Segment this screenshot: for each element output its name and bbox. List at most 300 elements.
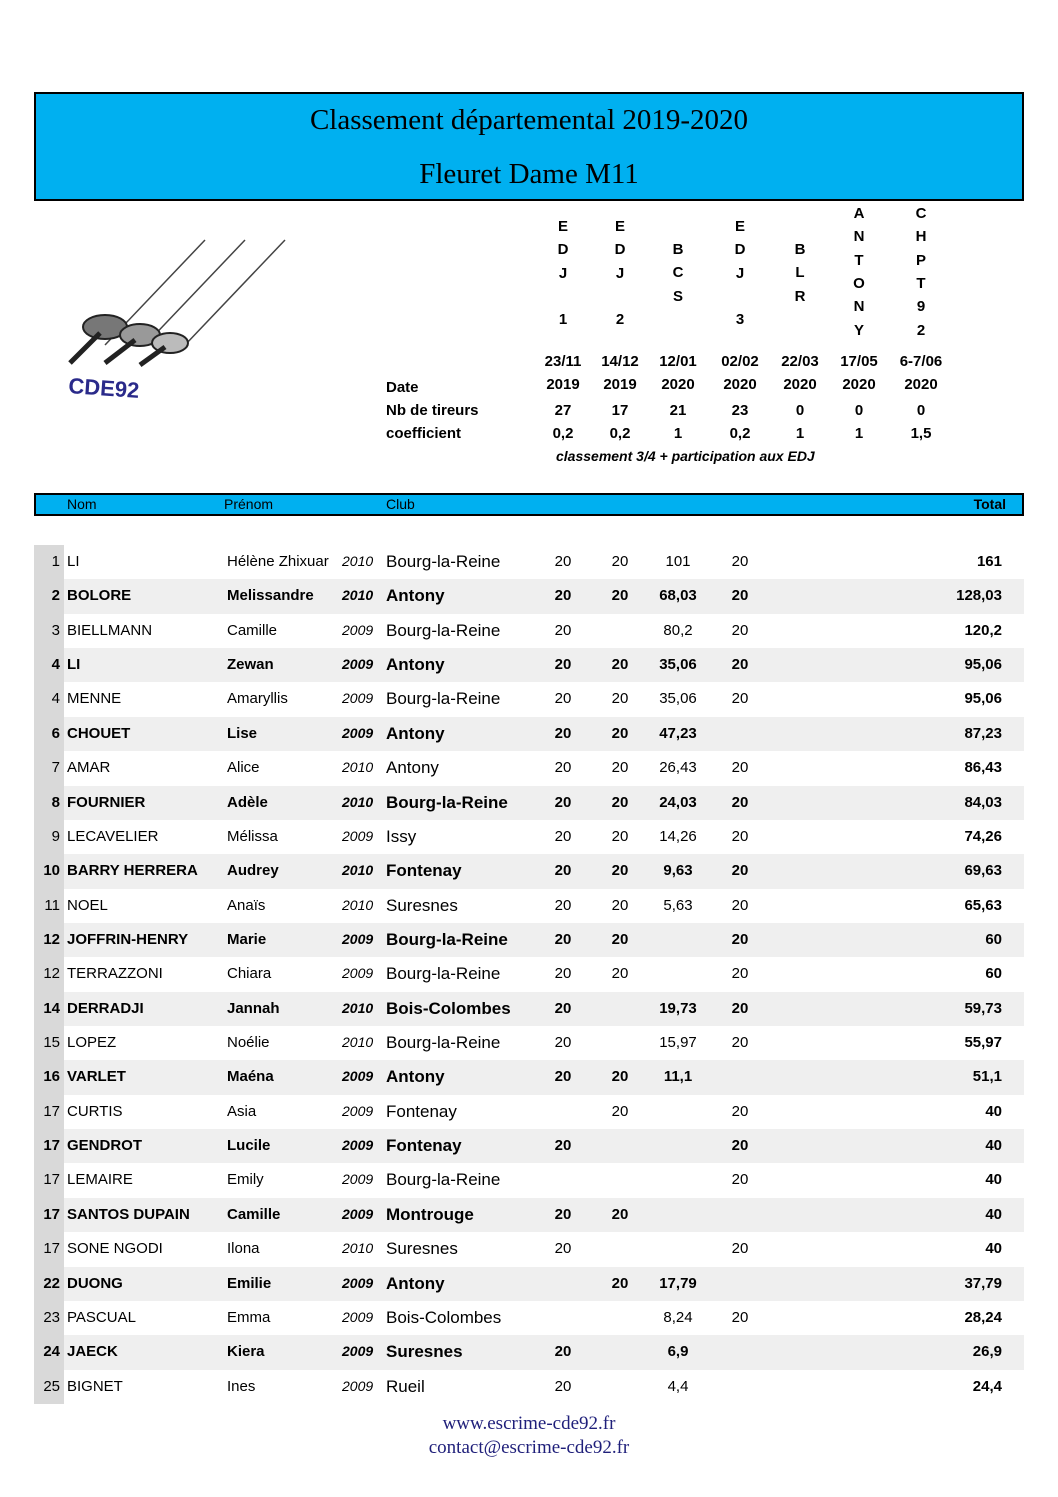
- score-cell: 68,03: [659, 587, 697, 605]
- competition-name-letter: S: [672, 287, 683, 305]
- total-cell: 37,79: [964, 1274, 1002, 1292]
- total-cell: 65,63: [964, 896, 1002, 914]
- competition-nb: 0: [916, 402, 926, 419]
- table-row: [34, 854, 1024, 888]
- score-cell: 20: [554, 999, 572, 1017]
- nom-cell: LI: [67, 656, 81, 674]
- rank-cell: 1: [34, 545, 64, 579]
- score-cell: 80,2: [663, 621, 693, 639]
- prenom-cell: Camille: [227, 1205, 281, 1223]
- rank-cell: 11: [34, 889, 64, 923]
- year-cell: 2010: [342, 862, 374, 879]
- competition-nb: 0: [795, 402, 805, 419]
- nom-cell: LI: [67, 553, 80, 570]
- score-cell: 20: [554, 1205, 572, 1223]
- table-row: [34, 1095, 1024, 1129]
- score-cell: 20: [731, 553, 749, 570]
- total-cell: 60: [985, 965, 1002, 983]
- year-cell: 2009: [342, 827, 374, 844]
- nom-cell: LECAVELIER: [67, 827, 159, 845]
- competition-name-letter: R: [794, 287, 806, 305]
- competition-date2: 2020: [842, 376, 876, 393]
- year-cell: 2009: [342, 1308, 374, 1325]
- table-row: [34, 717, 1024, 751]
- prenom-cell: Chiara: [227, 965, 272, 983]
- score-cell: 35,06: [659, 690, 697, 708]
- competition-name-letter: B: [672, 241, 684, 258]
- competition-name-letter: P: [915, 251, 926, 269]
- rank-cell: 3: [34, 614, 64, 648]
- score-cell: 19,73: [659, 999, 697, 1017]
- club-cell: Fontenay: [386, 1136, 462, 1156]
- competition-nb: 23: [731, 402, 749, 419]
- competition-date1: 17/05: [840, 353, 878, 370]
- table-row: [34, 1335, 1024, 1369]
- nom-cell: BIGNET: [67, 1377, 123, 1395]
- rank-cell: 17: [34, 1198, 64, 1232]
- competition-name-letter: B: [794, 241, 806, 258]
- nom-cell: JOFFRIN-HENRY: [67, 930, 189, 948]
- competition-date2: 2020: [783, 376, 817, 393]
- table-row: [34, 820, 1024, 854]
- rank-cell: 17: [34, 1163, 64, 1197]
- table-row: [34, 1232, 1024, 1266]
- nom-cell: VARLET: [67, 1068, 126, 1086]
- year-cell: 2009: [342, 1068, 374, 1085]
- prenom-cell: Audrey: [227, 862, 279, 880]
- nom-cell: GENDROT: [67, 1137, 142, 1155]
- competition-name-letter: 2: [916, 321, 926, 339]
- club-cell: Bois-Colombes: [386, 1307, 502, 1327]
- table-header: [34, 493, 1024, 516]
- table-row: [34, 614, 1024, 648]
- prenom-cell: Lucile: [227, 1137, 271, 1155]
- competition-date1: 02/02: [721, 353, 759, 370]
- total-cell: 59,73: [964, 999, 1002, 1017]
- competition-name-letter: J: [615, 264, 625, 282]
- score-cell: 35,06: [659, 656, 697, 674]
- table-row: [34, 1198, 1024, 1232]
- nom-cell: TERRAZZONI: [67, 965, 163, 983]
- competition-name-letter: E: [734, 218, 745, 235]
- score-cell: 20: [554, 793, 572, 811]
- score-cell: 11,1: [663, 1068, 693, 1086]
- competition-name-letter: D: [557, 241, 569, 259]
- competition-coef: 0,2: [552, 425, 574, 442]
- total-cell: 24,4: [972, 1377, 1002, 1395]
- rank-cell: 7: [34, 751, 64, 785]
- rank-cell: 12: [34, 957, 64, 991]
- nom-cell: AMAR: [67, 759, 111, 777]
- competition-name-letter: E: [557, 218, 568, 235]
- total-cell: 40: [985, 1205, 1002, 1223]
- year-cell: 2009: [342, 1171, 374, 1188]
- score-cell: 20: [731, 621, 749, 639]
- prenom-cell: Emma: [227, 1308, 271, 1326]
- nom-cell: SANTOS DUPAIN: [67, 1205, 190, 1223]
- nom-cell: BOLORE: [67, 587, 132, 605]
- nom-cell: FOURNIER: [67, 793, 146, 811]
- table-row: [34, 648, 1024, 682]
- nom-cell: SONE NGODI: [67, 1240, 163, 1258]
- year-cell: 2009: [342, 621, 374, 638]
- competition-coef: 1: [854, 425, 864, 442]
- total-cell: 28,24: [964, 1308, 1002, 1326]
- score-cell: 20: [611, 690, 629, 708]
- year-cell: 2009: [342, 690, 374, 707]
- club-cell: Bourg-la-Reine: [386, 1033, 501, 1053]
- prenom-cell: Ines: [227, 1377, 256, 1395]
- rank-cell: 14: [34, 992, 64, 1026]
- score-cell: 20: [554, 827, 572, 845]
- year-cell: 2009: [342, 965, 374, 982]
- year-cell: 2009: [342, 1137, 374, 1154]
- page-title: Classement départemental 2019-2020: [309, 104, 749, 136]
- table-row: [34, 1026, 1024, 1060]
- competition-name-letter: N: [853, 298, 865, 316]
- competition-nb: 27: [554, 402, 572, 419]
- header-nom: Nom: [67, 496, 97, 512]
- competition-name-letter: T: [854, 251, 864, 269]
- year-cell: 2009: [342, 1205, 374, 1222]
- score-cell: 9,63: [663, 862, 693, 880]
- competition-date1: 23/11: [544, 353, 582, 370]
- competition-date2: 2020: [904, 376, 938, 393]
- total-cell: 128,03: [956, 587, 1002, 605]
- competition-name-letter: C: [915, 205, 927, 222]
- competition-date1: 14/12: [601, 353, 639, 370]
- table-row: [34, 1301, 1024, 1335]
- prenom-cell: Maéna: [227, 1068, 274, 1086]
- competition-nb: 0: [854, 402, 864, 419]
- year-cell: 2010: [342, 1240, 374, 1257]
- table-row: [34, 1129, 1024, 1163]
- competition-coef: 1,5: [910, 425, 932, 442]
- total-cell: 40: [985, 1137, 1002, 1155]
- year-cell: 2009: [342, 1274, 374, 1291]
- table-row: [34, 957, 1024, 991]
- competition-nb: 21: [669, 402, 687, 419]
- total-cell: 69,63: [964, 862, 1002, 880]
- prenom-cell: Ilona: [227, 1240, 260, 1258]
- coefficient-label: coefficient: [386, 425, 462, 442]
- club-cell: Issy: [386, 826, 417, 846]
- competition-date2: 2020: [723, 376, 757, 393]
- nom-cell: PASCUAL: [67, 1308, 136, 1326]
- score-cell: 20: [554, 759, 572, 777]
- score-cell: 20: [731, 1102, 749, 1120]
- score-cell: 20: [731, 1171, 749, 1189]
- club-cell: Bourg-la-Reine: [386, 792, 508, 812]
- year-cell: 2009: [342, 1377, 374, 1394]
- competition-name-letter: C: [672, 264, 684, 282]
- club-cell: Antony: [386, 655, 445, 675]
- rank-cell: 17: [34, 1095, 64, 1129]
- year-cell: 2009: [342, 930, 374, 947]
- club-cell: Suresnes: [386, 895, 458, 915]
- rank-cell: 17: [34, 1232, 64, 1266]
- table-row: [34, 545, 1024, 579]
- rank-cell: 2: [34, 579, 64, 613]
- table-row: [34, 786, 1024, 820]
- scoring-note: classement 3/4 + participation aux EDJ: [556, 448, 815, 464]
- score-cell: 20: [611, 759, 629, 777]
- score-cell: 20: [554, 587, 572, 605]
- prenom-cell: Emily: [227, 1171, 264, 1189]
- prenom-cell: Asia: [227, 1102, 257, 1120]
- score-cell: 20: [554, 1034, 572, 1052]
- year-cell: 2009: [342, 724, 374, 741]
- title-banner: [34, 92, 1024, 201]
- score-cell: 4,4: [667, 1377, 689, 1395]
- rank-cell: 25: [34, 1370, 64, 1404]
- total-cell: 120,2: [964, 621, 1002, 639]
- total-cell: 161: [976, 553, 1002, 570]
- score-cell: 20: [611, 724, 629, 742]
- score-cell: 20: [554, 896, 572, 914]
- score-cell: 5,63: [663, 896, 693, 914]
- year-cell: 2010: [342, 553, 374, 569]
- competition-date2: 2019: [603, 376, 637, 393]
- total-cell: 74,26: [964, 827, 1002, 845]
- score-cell: 20: [731, 690, 749, 708]
- year-cell: 2010: [342, 999, 374, 1016]
- rank-cell: 22: [34, 1267, 64, 1301]
- prenom-cell: Marie: [227, 930, 267, 948]
- total-cell: 40: [985, 1102, 1002, 1120]
- rank-cell: 23: [34, 1301, 64, 1335]
- table-row: [34, 1370, 1024, 1404]
- club-cell: Rueil: [386, 1376, 425, 1396]
- score-cell: 24,03: [659, 793, 697, 811]
- competition-coef: 0,2: [609, 425, 631, 442]
- score-cell: 20: [731, 1137, 749, 1155]
- total-cell: 40: [985, 1240, 1002, 1258]
- page-subtitle: Fleuret Dame M11: [419, 158, 639, 190]
- score-cell: 47,23: [659, 724, 697, 742]
- score-cell: 15,97: [659, 1034, 697, 1052]
- score-cell: 8,24: [663, 1308, 693, 1326]
- ranking-table: [34, 545, 1024, 1404]
- score-cell: 20: [611, 930, 629, 948]
- competition-date2: 2020: [661, 376, 695, 393]
- club-cell: Bourg-la-Reine: [386, 964, 501, 984]
- score-cell: 20: [731, 656, 749, 674]
- club-cell: Bourg-la-Reine: [386, 1170, 501, 1190]
- rank-cell: 6: [34, 717, 64, 751]
- nom-cell: JAECK: [67, 1343, 118, 1361]
- competition-name-letter: J: [558, 264, 568, 282]
- score-cell: 6,9: [667, 1343, 689, 1361]
- total-cell: 84,03: [964, 793, 1002, 811]
- score-cell: 20: [554, 1377, 572, 1395]
- score-cell: 20: [554, 621, 572, 639]
- total-cell: 51,1: [972, 1068, 1002, 1086]
- score-cell: 20: [554, 862, 572, 880]
- competition-name-letter: Y: [853, 321, 864, 339]
- score-cell: 20: [731, 1308, 749, 1326]
- total-cell: 26,9: [972, 1343, 1002, 1361]
- table-row: [34, 579, 1024, 613]
- year-cell: 2010: [342, 587, 374, 604]
- prenom-cell: Jannah: [227, 999, 280, 1017]
- prenom-cell: Melissandre: [227, 587, 314, 605]
- score-cell: 20: [554, 965, 572, 983]
- year-cell: 2009: [342, 1102, 374, 1119]
- rank-cell: 17: [34, 1129, 64, 1163]
- rank-cell: 24: [34, 1335, 64, 1369]
- year-cell: 2010: [342, 793, 374, 810]
- score-cell: 20: [611, 965, 629, 983]
- club-cell: Bois-Colombes: [386, 998, 511, 1018]
- table-row: [34, 889, 1024, 923]
- rank-cell: 4: [34, 648, 64, 682]
- club-cell: Bourg-la-Reine: [386, 552, 501, 571]
- total-cell: 87,23: [964, 724, 1002, 742]
- score-cell: 20: [611, 1274, 629, 1292]
- score-cell: 101: [665, 553, 691, 570]
- total-cell: 40: [985, 1171, 1002, 1189]
- competition-name-letter: D: [734, 241, 746, 259]
- club-cell: Montrouge: [386, 1204, 474, 1224]
- score-cell: 20: [731, 827, 749, 845]
- score-cell: 20: [611, 553, 629, 570]
- competition-name-letter: J: [735, 264, 745, 282]
- competition-coef: 1: [795, 425, 805, 442]
- competition-name-letter: 3: [735, 311, 745, 329]
- score-cell: 14,26: [659, 827, 697, 845]
- score-cell: 20: [611, 862, 629, 880]
- year-cell: 2009: [342, 656, 374, 673]
- year-cell: 2010: [342, 1034, 374, 1051]
- competition-date1: 22/03: [781, 353, 819, 370]
- year-cell: 2010: [342, 896, 374, 913]
- score-cell: 20: [611, 827, 629, 845]
- header-total: Total: [973, 496, 1006, 512]
- year-cell: 2009: [342, 1343, 374, 1360]
- total-cell: 55,97: [964, 1034, 1002, 1052]
- table-row: [34, 751, 1024, 785]
- competition-name-letter: E: [614, 218, 625, 235]
- prenom-cell: Mélissa: [227, 827, 278, 845]
- score-cell: 20: [554, 1068, 572, 1086]
- header-prenom: Prénom: [224, 496, 274, 512]
- rank-cell: 4: [34, 682, 64, 716]
- score-cell: 20: [731, 862, 749, 880]
- year-cell: 2010: [342, 759, 374, 776]
- club-cell: Bourg-la-Reine: [386, 620, 501, 640]
- competition-name-letter: 1: [558, 311, 568, 329]
- prenom-cell: Anaïs: [227, 896, 266, 914]
- score-cell: 20: [731, 793, 749, 811]
- nom-cell: CURTIS: [67, 1102, 123, 1120]
- score-cell: 20: [611, 656, 629, 674]
- score-cell: 20: [731, 1034, 749, 1052]
- score-cell: 20: [731, 965, 749, 983]
- prenom-cell: Adèle: [227, 793, 268, 811]
- competition-name-letter: H: [915, 228, 927, 246]
- club-cell: Fontenay: [386, 861, 462, 881]
- total-cell: 95,06: [964, 656, 1002, 674]
- score-cell: 20: [554, 553, 572, 570]
- footer-email[interactable]: contact@escrime-cde92.fr: [428, 1437, 630, 1458]
- competition-nb: 17: [611, 402, 629, 419]
- prenom-cell: Amaryllis: [227, 690, 288, 708]
- table-row: [34, 992, 1024, 1026]
- club-cell: Antony: [386, 758, 439, 778]
- club-cell: Antony: [386, 723, 445, 743]
- score-cell: 20: [611, 1205, 629, 1223]
- competition-name-letter: O: [853, 274, 865, 292]
- club-cell: Antony: [386, 1067, 445, 1087]
- rank-cell: 10: [34, 854, 64, 888]
- club-cell: Fontenay: [386, 1101, 457, 1121]
- score-cell: 20: [554, 724, 572, 742]
- table-row: [34, 682, 1024, 716]
- footer-website[interactable]: www.escrime-cde92.fr: [442, 1413, 616, 1434]
- nom-cell: NOEL: [67, 896, 108, 914]
- rank-cell: 16: [34, 1060, 64, 1094]
- score-cell: 20: [611, 1102, 629, 1120]
- score-cell: 20: [554, 930, 572, 948]
- prenom-cell: Zewan: [227, 656, 274, 674]
- score-cell: 26,43: [659, 759, 697, 777]
- nom-cell: LEMAIRE: [67, 1171, 133, 1189]
- competition-coef: 0,2: [729, 425, 751, 442]
- score-cell: 20: [611, 896, 629, 914]
- score-cell: 20: [731, 999, 749, 1017]
- nb-tireurs-label: Nb de tireurs: [386, 402, 479, 419]
- competition-name-letter: L: [795, 264, 805, 282]
- total-cell: 86,43: [964, 759, 1002, 777]
- competition-name-letter: N: [853, 228, 865, 246]
- nom-cell: BIELLMANN: [67, 621, 153, 639]
- score-cell: 20: [731, 930, 749, 948]
- score-cell: 20: [611, 1068, 629, 1086]
- club-cell: Antony: [386, 586, 445, 606]
- score-cell: 20: [611, 793, 629, 811]
- score-cell: 20: [731, 1240, 749, 1258]
- score-cell: 20: [554, 656, 572, 674]
- cde92-logo: [60, 235, 295, 405]
- nom-cell: CHOUET: [67, 724, 131, 742]
- score-cell: 20: [554, 1137, 572, 1155]
- score-cell: 20: [611, 587, 629, 605]
- score-cell: 20: [554, 690, 572, 708]
- prenom-cell: Emilie: [227, 1274, 272, 1292]
- competition-name-letter: 9: [916, 298, 926, 316]
- table-row: [34, 1267, 1024, 1301]
- table-row: [34, 1060, 1024, 1094]
- date-label: Date: [386, 379, 419, 396]
- total-cell: 95,06: [964, 690, 1002, 708]
- header-club: Club: [386, 496, 415, 512]
- competition-date1: 6-7/06: [899, 353, 943, 370]
- nom-cell: LOPEZ: [67, 1034, 117, 1052]
- club-cell: Suresnes: [386, 1342, 463, 1362]
- club-cell: Bourg-la-Reine: [386, 929, 508, 949]
- rank-cell: 8: [34, 786, 64, 820]
- svg-text:CDE92: CDE92: [67, 373, 141, 403]
- total-cell: 60: [985, 930, 1002, 948]
- prenom-cell: Alice: [227, 759, 260, 777]
- score-cell: 20: [731, 587, 749, 605]
- nom-cell: DERRADJI: [67, 999, 144, 1017]
- competition-name-letter: D: [614, 241, 626, 259]
- competition-name-letter: 2: [615, 311, 625, 329]
- rank-cell: 15: [34, 1026, 64, 1060]
- club-cell: Suresnes: [386, 1239, 458, 1259]
